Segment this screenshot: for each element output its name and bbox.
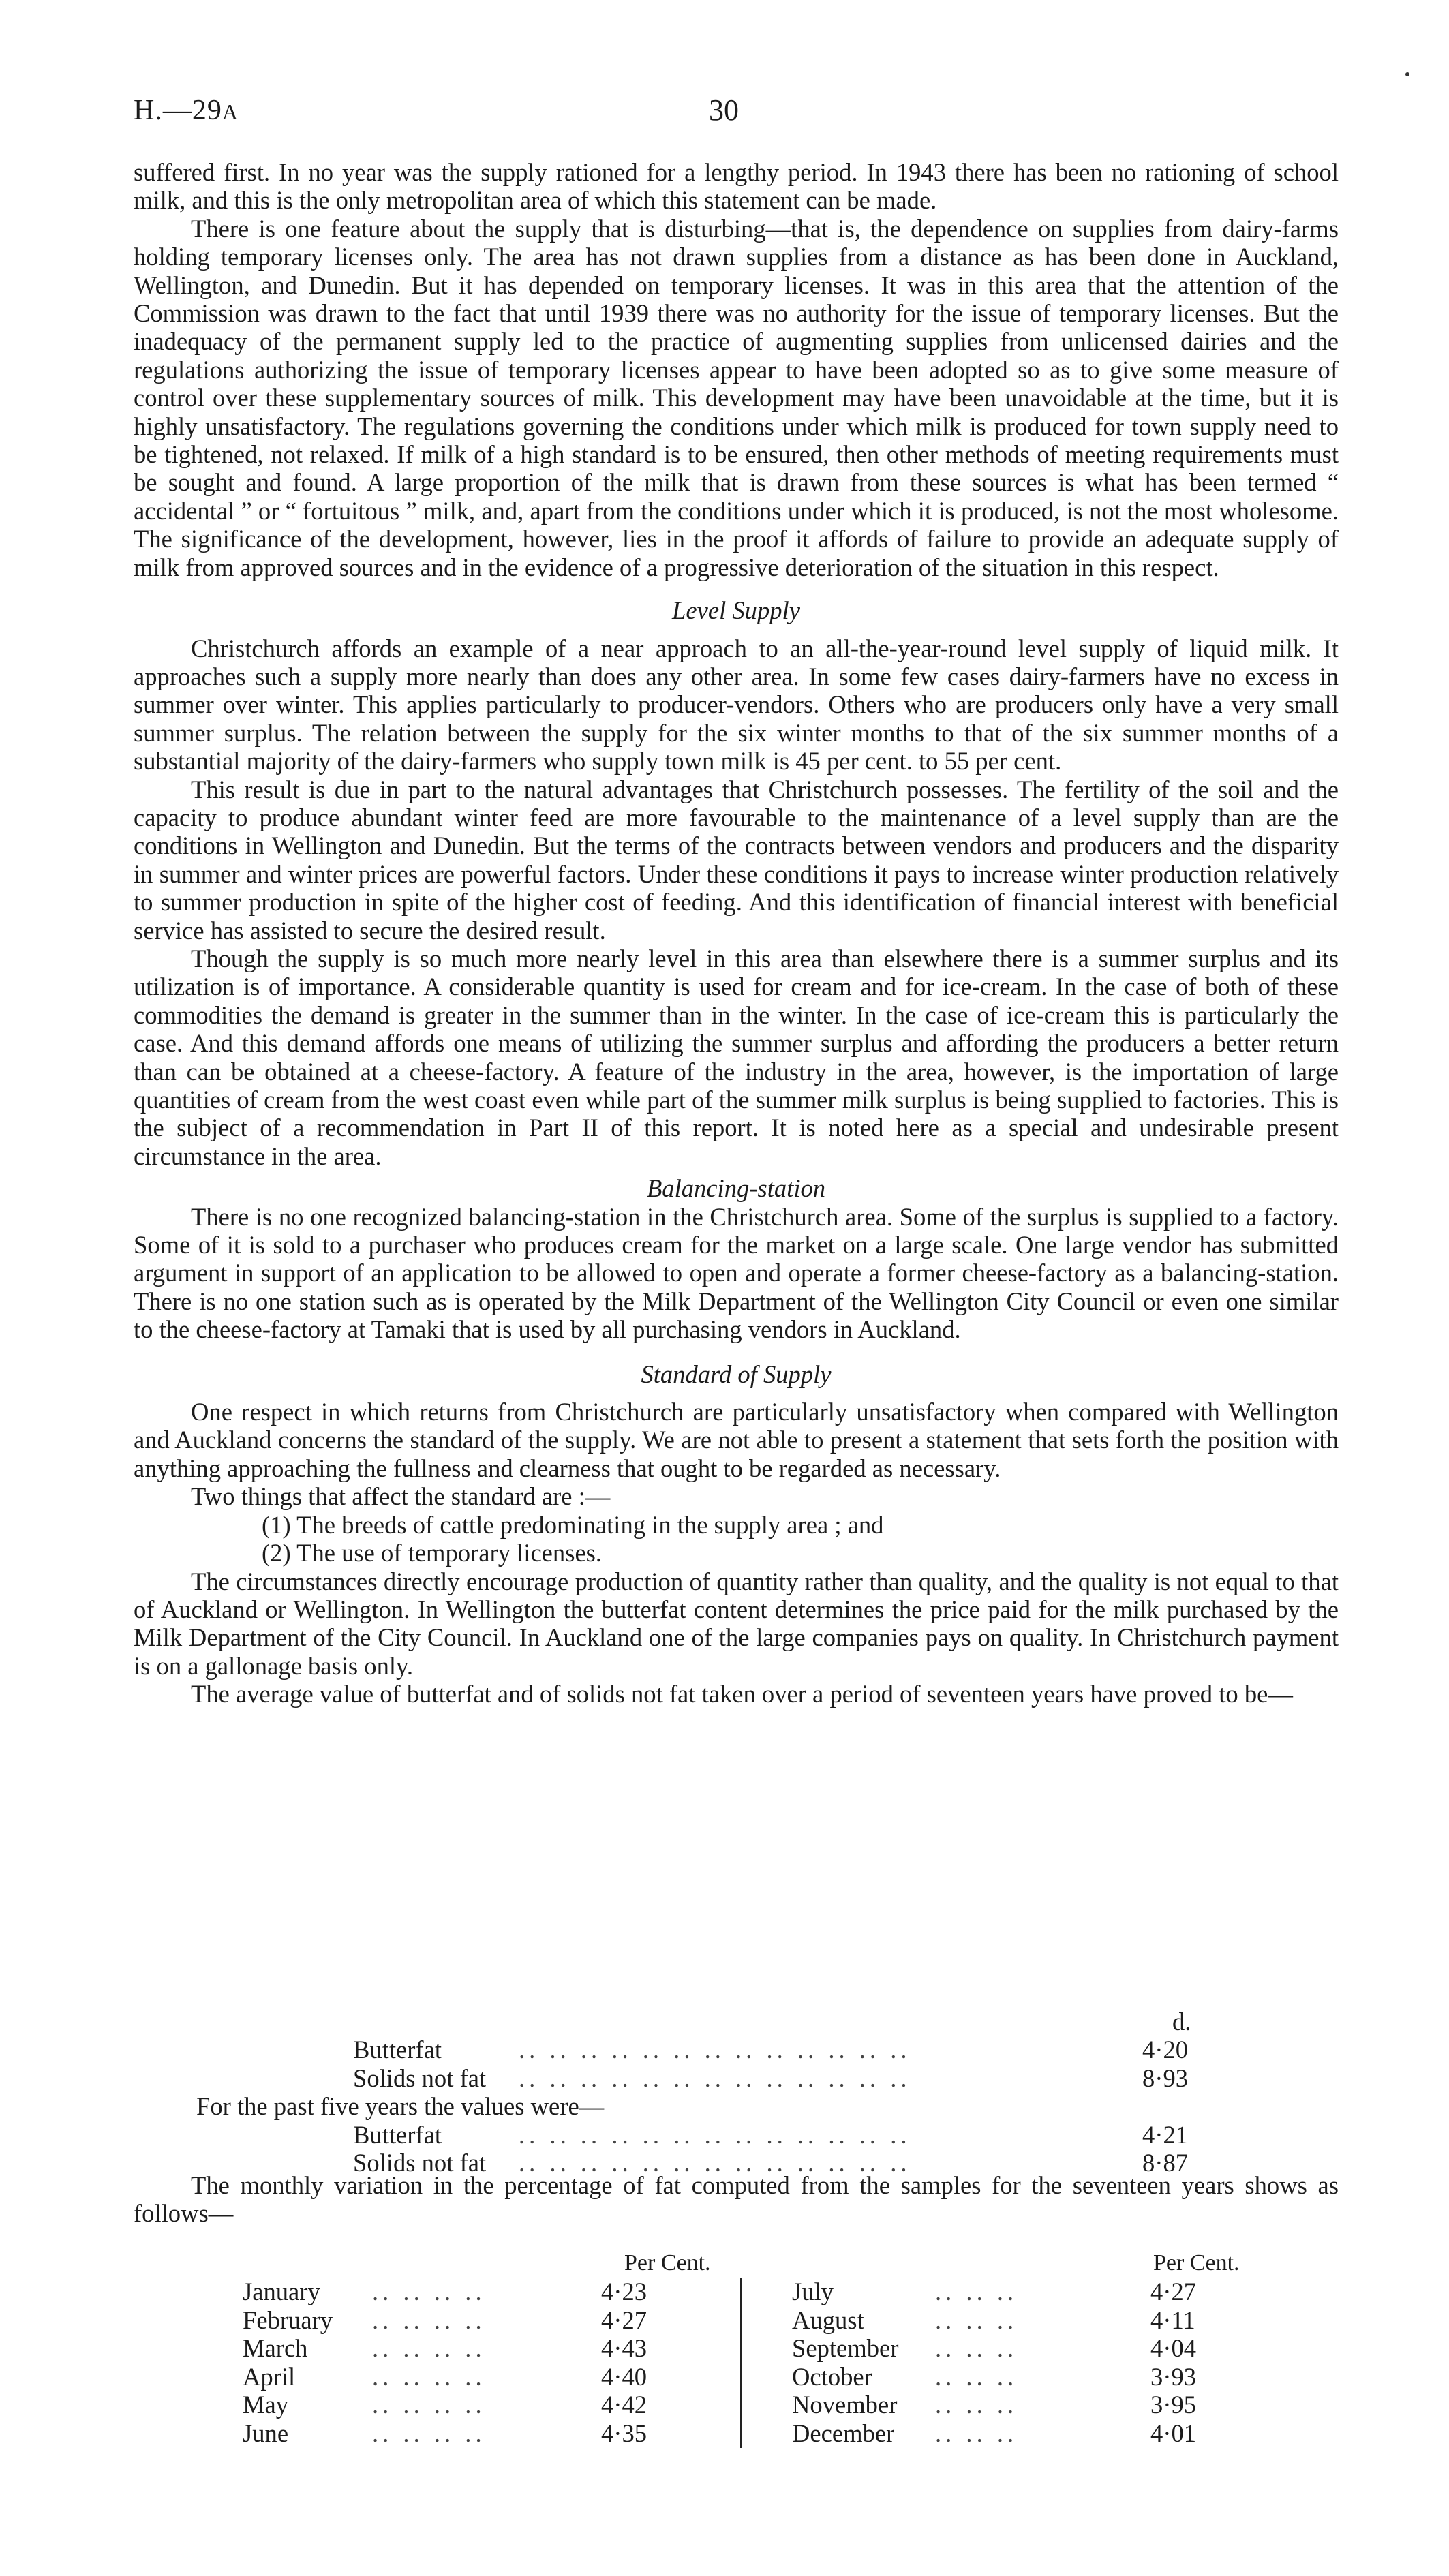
table-row [243,2363,733,2391]
paragraph-monthly-variation: The monthly variation in the percentage of fat computed from the samples for the seventeen years shows as follows— [134,2171,1339,2228]
leader-dots: .. .. .. .. .. .. .. .. .. .. .. .. .. [519,2036,911,2064]
table-row [792,2334,1283,2363]
paragraph-natural-advantages: This result is due in part to the natural advantages that Christchurch possesses. The fertility of the soil and the capacity to produce abundant winter feed are more favourable to the maintenance of a level supply than are the conditions in Wellington and Dunedin. But the terms of the contracts between vendors and producers and the disparity in summer and winter prices are powerful factors. Under these conditions it pays to increase winter production relatively to summer production in spite of the higher cost of feeding. And this identification of financial interest with beneficial service has assisted to secure the desired result. [134,775,1339,945]
paragraph-two-things: Two things that affect the standard are :— [191,1482,611,1511]
month-value: 4·04 [1150,2334,1197,2363]
month-label: October [792,2362,872,2391]
month-value: 4·23 [601,2278,647,2305]
month-value: 4·40 [601,2362,647,2391]
leader-dots: .. .. .. [935,2362,1018,2391]
month-value: 4·43 [601,2334,647,2363]
row-value: 8·93 [1142,2064,1189,2092]
table-row [243,2306,733,2335]
table-row [792,2278,1283,2306]
paragraph-average-value: The average value of butterfat and of solids not fat taken over a period of seventeen years have proved to be— [191,1680,1293,1708]
column-divider [740,2278,742,2448]
month-label: July [792,2278,834,2305]
average-values-table [134,2008,1339,2177]
column-header-right: Per Cent. [1153,2250,1240,2275]
paragraph-suffered: suffered first. In no year was the supply rationed for a lengthy period. In 1943 there has been no rationing of school milk, and this is the only metropolitan area of which this statement can be made. [134,158,1339,215]
leader-dots: .. .. .. [935,2334,1018,2363]
paragraph-balancing-station: There is no one recognized balancing-station in the Christchurch area. Some of the surplus is supplied to a factory. Some of it is sold to a purchaser who produces cream for the market on a large scale. One large vendor has submitted argument in support of an application to be allowed to open and operate a former cheese-factory as a balancing-station. There is no one station such as is operated by the Milk Department of the Wellington City Council or even one similar to the cheese-factory at Tamaki that is used by all purchasing vendors in Auckland. [134,1202,1339,1344]
row-value: 4·21 [1142,2120,1189,2149]
leader-dots: .. .. .. .. [372,2419,486,2447]
table-row [243,2391,733,2419]
paragraph-level-supply: Christchurch affords an example of a near approach to an all-the-year-round level supply of liquid milk. It approaches such a supply more nearly than does any other area. In some few cases dairy-farmers have no excess in summer over winter. This applies particularly to producer-vendors. Others who are producers only have a very small summer surplus. The relation between the supply for the six winter months to that of the six summer months of a substantial majority of the dairy-farmers who supply town milk is 45 per cent. to 55 per cent. [134,634,1339,776]
document-code-suffix: A [222,99,239,124]
month-value: 4·42 [601,2391,647,2419]
row-label: Butterfat [353,2036,442,2064]
row-value: 8·87 [1142,2148,1189,2177]
row-label: Butterfat [353,2120,442,2149]
heading-level-supply: Level Supply [672,596,800,625]
table-row [243,2419,733,2448]
table-row [243,2278,733,2306]
month-value: 4·01 [1150,2419,1197,2447]
month-label: June [243,2419,289,2447]
row-label: Solids not fat [353,2064,487,2092]
paragraph-summer-surplus: Though the supply is so much more nearly level in this area than elsewhere there is a summer surplus and its utilization is of importance. A considerable quantity is used for cream and for ice-cream. In the case of both of these commodities the demand is greater in the summer than in the winter. In the case of ice-cream this is particularly the case. And this demand affords one means of utilizing the summer surplus and affording the producers a better return than can be obtained at a cheese-factory. A feature of the industry in the area, however, is the importation of large quantities of cream from the west coast even while part of the summer milk surplus is being supplied to factories. This is the subject of a recommendation in Part II of this report. It is noted here as a special and undesirable present circumstance in the area. [134,944,1339,1170]
leader-dots: .. .. .. [935,2278,1018,2305]
paragraph-standard: One respect in which returns from Christchurch are particularly unsatisfactory when compared with Wellington and Auckland concerns the standard of the supply. We are not able to present a statement that sets forth the position with anything approaching the fullness and clearness that ought to be regarded as necessary. [134,1398,1339,1482]
month-label: May [243,2391,289,2419]
month-value: 4·35 [601,2419,647,2447]
body-text-monthly-intro [134,2171,1339,2228]
heading-balancing-station: Balancing-station [646,1174,826,1203]
month-value: 4·27 [1150,2278,1197,2305]
document-code [134,94,239,127]
unit-pence: d. [1172,2008,1191,2036]
list-item-temporary-licenses: (2) The use of temporary licenses. [262,1539,603,1567]
table-row [134,2121,1339,2149]
month-value: 3·95 [1150,2391,1197,2419]
table-row [243,2334,733,2363]
month-label: January [243,2278,320,2305]
row-value: 4·20 [1142,2036,1189,2064]
leader-dots: .. .. .. .. [372,2334,486,2363]
row-label: Solids not fat [353,2148,487,2177]
month-column-left [243,2278,733,2448]
leader-dots: .. .. .. [935,2391,1018,2419]
list-item-breeds: (1) The breeds of cattle predominating in the supply area ; and [262,1510,884,1539]
table-row [792,2419,1283,2448]
leader-dots: .. .. .. .. .. .. .. .. .. .. .. .. .. [519,2120,911,2149]
month-label: November [792,2391,898,2419]
month-value: 4·27 [601,2305,647,2334]
margin-dot [1405,72,1409,76]
leader-dots: .. .. .. [935,2305,1018,2334]
table-row [134,2092,1339,2120]
leader-dots: .. .. .. .. [372,2362,486,2391]
leader-dots: .. .. .. .. .. .. .. .. .. .. .. .. .. [519,2148,911,2177]
leader-dots: .. .. .. .. [372,2278,486,2305]
table-row [134,2064,1339,2092]
page-number: 30 [709,93,739,127]
document-code-main: H.—29 [134,95,222,126]
month-column-right [792,2278,1283,2448]
heading-standard-of-supply: Standard of Supply [641,1360,832,1388]
paragraph-circumstances: The circumstances directly encourage production of quantity rather than quality, and the quality is not equal to that of Auckland or Wellington. In Wellington the butterfat content determines the price paid for the milk purchased by the Milk Department of the City Council. In Auckland one of the large companies pays on quality. In Christchurch payment is on a gallonage basis only. [134,1567,1339,1680]
table-row [792,2391,1283,2419]
leader-dots: .. .. .. .. [372,2391,486,2419]
body-text-upper [134,158,1339,1708]
column-header-left: Per Cent. [624,2250,711,2275]
month-label: April [243,2362,296,2391]
paragraph-temporary-licenses: There is one feature about the supply that is disturbing—that is, the dependence on supplies from dairy-farms holding temporary licenses only. The area has not drawn supplies from a distance as has been done in Auckland, Wellington, and Dunedin. But it has depended on temporary licenses. It was in this area that the attention of the Commission was drawn to the fact that until 1939 there was no authority for the issue of temporary licenses. But the inadequacy of the permanent supply led to the practice of augmenting supplies from unlicensed dairies and the regulations authorizing the issue of temporary licenses appear to have been adopted so as to give some measure of control over these supplementary sources of milk. This development may have been unavoidable at the time, but it is highly unsatisfactory. The regulations governing the conditions under which milk is produced for town supply need to be tightened, not relaxed. If milk of a high standard is to be ensured, then other methods of meeting requirements must be sought and found. A large proportion of the milk that is drawn from these sources is what has been termed “ accidental ” or “ fortuitous ” milk, and, apart from the conditions under which it is produced, is not the most wholesome. The significance of the development, however, lies in the proof it affords of failure to provide an adequate supply of milk from approved sources and in the evidence of a progressive deterioration of the situation in this respect. [134,214,1339,581]
month-value: 4·11 [1150,2305,1195,2334]
month-label: August [792,2305,864,2334]
month-label: September [792,2334,899,2363]
month-label: December [792,2419,895,2447]
table-row [792,2363,1283,2391]
month-label: February [243,2305,333,2334]
table-row [792,2306,1283,2335]
leader-dots: .. .. .. .. .. .. .. .. .. .. .. .. .. [519,2064,911,2092]
leader-dots: .. .. .. .. [372,2305,486,2334]
leader-dots: .. .. .. [935,2419,1018,2447]
five-years-intro: For the past five years the values were— [196,2092,605,2121]
month-label: March [243,2334,308,2363]
month-value: 3·93 [1150,2362,1197,2391]
table-row [134,2036,1339,2064]
